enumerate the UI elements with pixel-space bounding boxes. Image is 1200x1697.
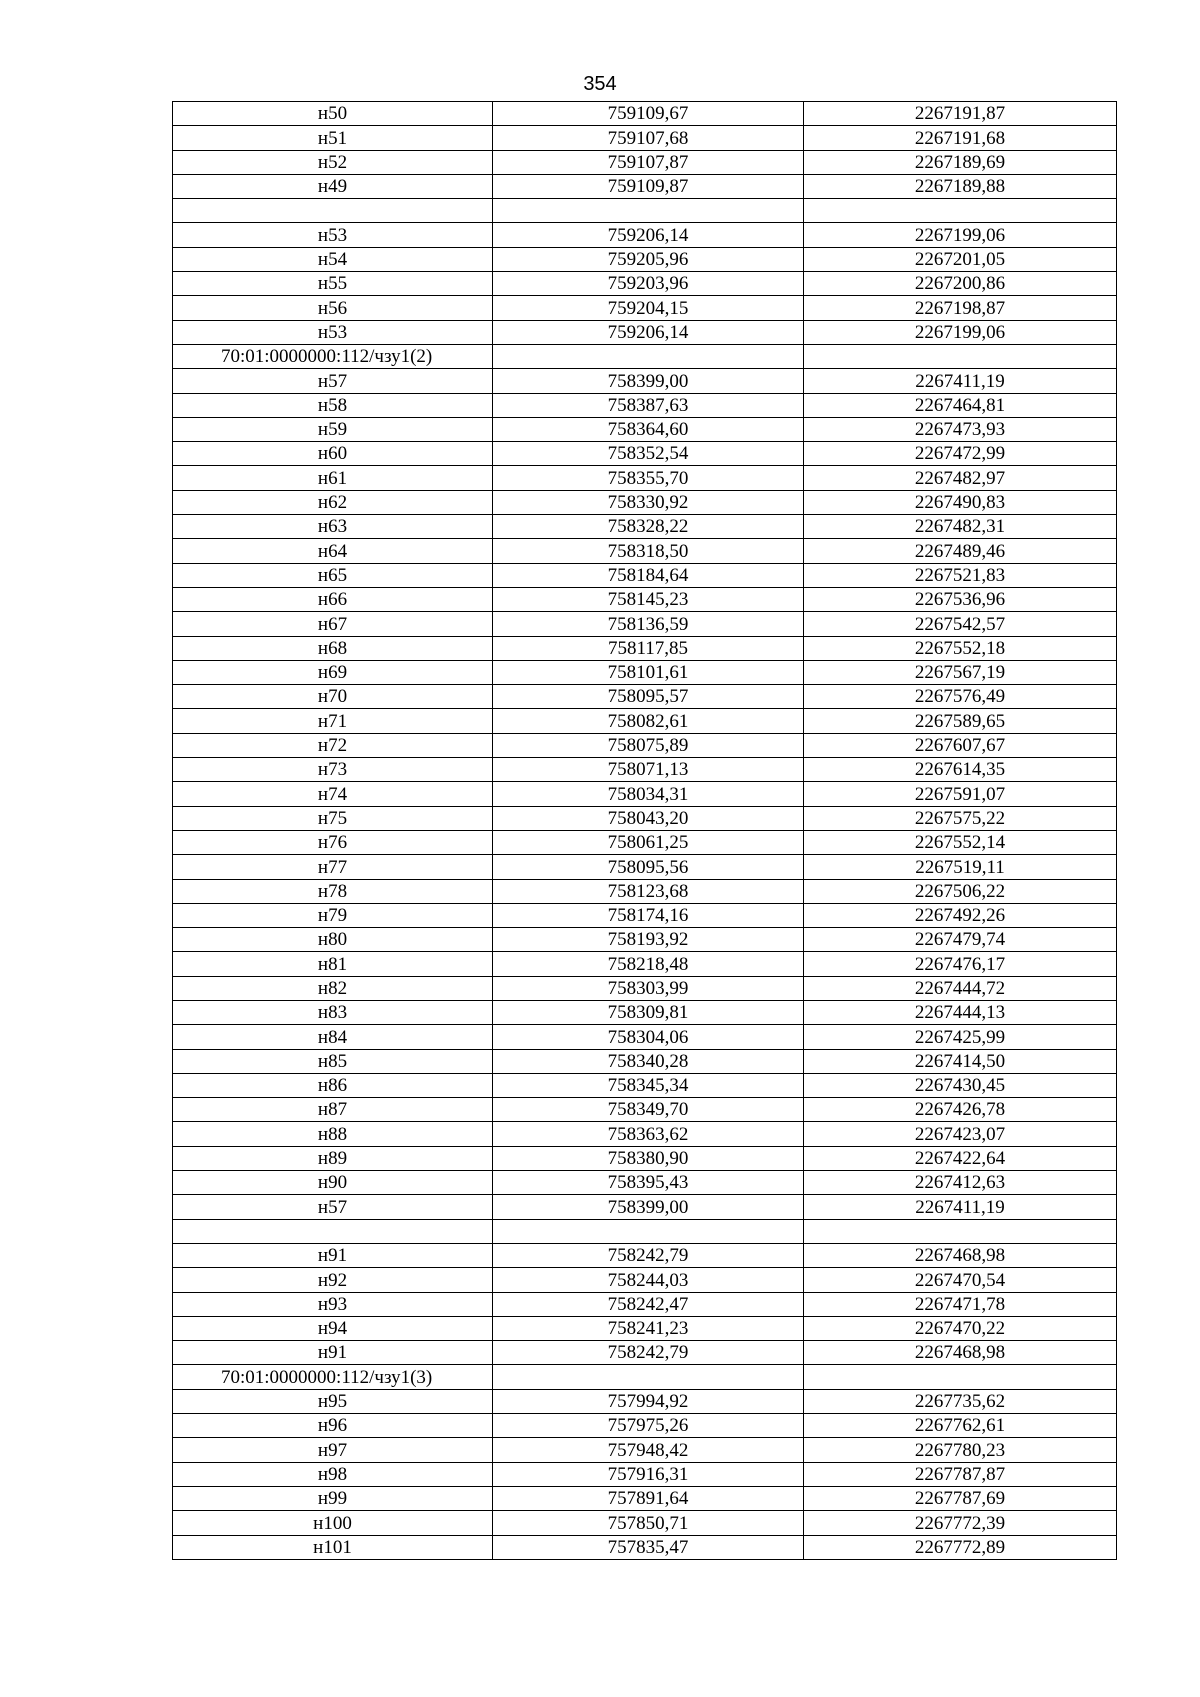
y-coordinate-cell: 2267191,68	[804, 126, 1117, 150]
point-name-cell: н95	[173, 1389, 493, 1413]
point-name-cell: н59	[173, 417, 493, 441]
x-coordinate-cell: 758303,99	[493, 976, 804, 1000]
point-name-cell: н51	[173, 126, 493, 150]
section-header-row	[173, 344, 1117, 368]
point-name-cell: н52	[173, 150, 493, 174]
x-coordinate-cell: 758136,59	[493, 612, 804, 636]
table-row	[173, 830, 1117, 854]
table-row	[173, 247, 1117, 271]
y-coordinate-cell: 2267506,22	[804, 879, 1117, 903]
x-coordinate-cell	[493, 1365, 804, 1389]
table-row	[173, 272, 1117, 296]
point-name-cell: н57	[173, 369, 493, 393]
y-coordinate-cell: 2267542,57	[804, 612, 1117, 636]
x-coordinate-cell: 758075,89	[493, 733, 804, 757]
x-coordinate-cell: 758345,34	[493, 1073, 804, 1097]
x-coordinate-cell: 759109,87	[493, 174, 804, 198]
point-name-cell: н84	[173, 1025, 493, 1049]
x-coordinate-cell: 758117,85	[493, 636, 804, 660]
point-name-cell: н53	[173, 320, 493, 344]
point-name-cell: н61	[173, 466, 493, 490]
y-coordinate-cell: 2267591,07	[804, 782, 1117, 806]
y-coordinate-cell: 2267189,69	[804, 150, 1117, 174]
x-coordinate-cell: 758399,00	[493, 369, 804, 393]
table-row	[173, 782, 1117, 806]
x-coordinate-cell: 758095,56	[493, 855, 804, 879]
y-coordinate-cell: 2267468,98	[804, 1243, 1117, 1267]
point-name-cell: н79	[173, 903, 493, 927]
table-row	[173, 612, 1117, 636]
x-coordinate-cell: 758380,90	[493, 1146, 804, 1170]
point-name-cell: н55	[173, 272, 493, 296]
table-row	[173, 636, 1117, 660]
table-row	[173, 758, 1117, 782]
table-row	[173, 1000, 1117, 1024]
table-row	[173, 1268, 1117, 1292]
table-row	[173, 1535, 1117, 1559]
point-name-cell: н58	[173, 393, 493, 417]
table-row	[173, 1049, 1117, 1073]
y-coordinate-cell: 2267607,67	[804, 733, 1117, 757]
point-name-cell: н83	[173, 1000, 493, 1024]
y-coordinate-cell: 2267780,23	[804, 1438, 1117, 1462]
y-coordinate-cell: 2267198,87	[804, 296, 1117, 320]
point-name-cell: н68	[173, 636, 493, 660]
y-coordinate-cell: 2267482,31	[804, 515, 1117, 539]
x-coordinate-cell: 758082,61	[493, 709, 804, 733]
point-name-cell: н74	[173, 782, 493, 806]
y-coordinate-cell: 2267567,19	[804, 660, 1117, 684]
x-coordinate-cell: 759205,96	[493, 247, 804, 271]
table-row	[173, 126, 1117, 150]
y-coordinate-cell	[804, 199, 1117, 223]
x-coordinate-cell: 758242,79	[493, 1243, 804, 1267]
y-coordinate-cell: 2267200,86	[804, 272, 1117, 296]
x-coordinate-cell: 759107,68	[493, 126, 804, 150]
y-coordinate-cell	[804, 344, 1117, 368]
y-coordinate-cell: 2267470,54	[804, 1268, 1117, 1292]
y-coordinate-cell: 2267201,05	[804, 247, 1117, 271]
table-row	[173, 1073, 1117, 1097]
table-row	[173, 1122, 1117, 1146]
y-coordinate-cell: 2267735,62	[804, 1389, 1117, 1413]
table-row	[173, 1341, 1117, 1365]
x-coordinate-cell: 758355,70	[493, 466, 804, 490]
x-coordinate-cell: 759204,15	[493, 296, 804, 320]
table-row	[173, 150, 1117, 174]
y-coordinate-cell: 2267490,83	[804, 490, 1117, 514]
x-coordinate-cell: 758095,57	[493, 685, 804, 709]
table-row	[173, 1316, 1117, 1340]
y-coordinate-cell: 2267473,93	[804, 417, 1117, 441]
table-row	[173, 1098, 1117, 1122]
table-row	[173, 1511, 1117, 1535]
x-coordinate-cell: 758349,70	[493, 1098, 804, 1122]
coordinates-table	[172, 101, 1117, 1560]
y-coordinate-cell: 2267430,45	[804, 1073, 1117, 1097]
point-name-cell: н87	[173, 1098, 493, 1122]
x-coordinate-cell: 758395,43	[493, 1171, 804, 1195]
y-coordinate-cell: 2267772,39	[804, 1511, 1117, 1535]
table-row	[173, 660, 1117, 684]
point-name-cell: н94	[173, 1316, 493, 1340]
point-name-cell: н97	[173, 1438, 493, 1462]
point-name-cell: н70	[173, 685, 493, 709]
x-coordinate-cell: 758101,61	[493, 660, 804, 684]
y-coordinate-cell: 2267411,19	[804, 1195, 1117, 1219]
y-coordinate-cell: 2267589,65	[804, 709, 1117, 733]
y-coordinate-cell: 2267468,98	[804, 1341, 1117, 1365]
y-coordinate-cell: 2267575,22	[804, 806, 1117, 830]
table-row	[173, 879, 1117, 903]
point-name-cell: н85	[173, 1049, 493, 1073]
point-name-cell: н71	[173, 709, 493, 733]
table-row	[173, 587, 1117, 611]
y-coordinate-cell: 2267412,63	[804, 1171, 1117, 1195]
point-name-cell: н63	[173, 515, 493, 539]
y-coordinate-cell: 2267482,97	[804, 466, 1117, 490]
x-coordinate-cell: 758241,23	[493, 1316, 804, 1340]
table-row	[173, 223, 1117, 247]
point-name-cell: н78	[173, 879, 493, 903]
x-coordinate-cell: 757948,42	[493, 1438, 804, 1462]
section-title: 70:01:0000000:112/чзу1(2)	[173, 344, 493, 368]
x-coordinate-cell	[493, 344, 804, 368]
y-coordinate-cell: 2267199,06	[804, 320, 1117, 344]
x-coordinate-cell: 758184,64	[493, 563, 804, 587]
x-coordinate-cell: 759107,87	[493, 150, 804, 174]
point-name-cell: н80	[173, 928, 493, 952]
point-name-cell: н93	[173, 1292, 493, 1316]
point-name-cell: н72	[173, 733, 493, 757]
y-coordinate-cell: 2267519,11	[804, 855, 1117, 879]
x-coordinate-cell: 758145,23	[493, 587, 804, 611]
point-name-cell: н92	[173, 1268, 493, 1292]
table-row	[173, 1025, 1117, 1049]
point-name-cell: н53	[173, 223, 493, 247]
y-coordinate-cell: 2267479,74	[804, 928, 1117, 952]
point-name-cell: н62	[173, 490, 493, 514]
x-coordinate-cell: 757835,47	[493, 1535, 804, 1559]
y-coordinate-cell: 2267576,49	[804, 685, 1117, 709]
x-coordinate-cell: 759203,96	[493, 272, 804, 296]
blank-row	[173, 199, 1117, 223]
x-coordinate-cell: 758242,79	[493, 1341, 804, 1365]
y-coordinate-cell	[804, 1219, 1117, 1243]
point-name-cell: н66	[173, 587, 493, 611]
y-coordinate-cell: 2267552,18	[804, 636, 1117, 660]
table-row	[173, 174, 1117, 198]
point-name-cell: н49	[173, 174, 493, 198]
point-name-cell: н100	[173, 1511, 493, 1535]
blank-row	[173, 1219, 1117, 1243]
table-row	[173, 539, 1117, 563]
point-name-cell	[173, 199, 493, 223]
y-coordinate-cell: 2267787,69	[804, 1486, 1117, 1510]
x-coordinate-cell: 757891,64	[493, 1486, 804, 1510]
y-coordinate-cell: 2267189,88	[804, 174, 1117, 198]
y-coordinate-cell: 2267536,96	[804, 587, 1117, 611]
x-coordinate-cell: 758330,92	[493, 490, 804, 514]
table-row	[173, 952, 1117, 976]
table-row	[173, 1146, 1117, 1170]
table-row	[173, 1292, 1117, 1316]
x-coordinate-cell	[493, 199, 804, 223]
point-name-cell: н101	[173, 1535, 493, 1559]
x-coordinate-cell: 758071,13	[493, 758, 804, 782]
point-name-cell: н64	[173, 539, 493, 563]
y-coordinate-cell: 2267422,64	[804, 1146, 1117, 1170]
y-coordinate-cell: 2267411,19	[804, 369, 1117, 393]
table-row	[173, 1462, 1117, 1486]
table-row	[173, 685, 1117, 709]
point-name-cell: н73	[173, 758, 493, 782]
table-row	[173, 1171, 1117, 1195]
point-name-cell: н90	[173, 1171, 493, 1195]
y-coordinate-cell: 2267191,87	[804, 102, 1117, 126]
y-coordinate-cell: 2267426,78	[804, 1098, 1117, 1122]
y-coordinate-cell: 2267787,87	[804, 1462, 1117, 1486]
table-row	[173, 296, 1117, 320]
y-coordinate-cell: 2267552,14	[804, 830, 1117, 854]
y-coordinate-cell: 2267414,50	[804, 1049, 1117, 1073]
x-coordinate-cell: 758304,06	[493, 1025, 804, 1049]
x-coordinate-cell: 759206,14	[493, 320, 804, 344]
x-coordinate-cell: 758363,62	[493, 1122, 804, 1146]
table-row	[173, 806, 1117, 830]
x-coordinate-cell: 759206,14	[493, 223, 804, 247]
section-title: 70:01:0000000:112/чзу1(3)	[173, 1365, 493, 1389]
x-coordinate-cell	[493, 1219, 804, 1243]
section-header-row	[173, 1365, 1117, 1389]
x-coordinate-cell: 757994,92	[493, 1389, 804, 1413]
table-row	[173, 320, 1117, 344]
y-coordinate-cell: 2267199,06	[804, 223, 1117, 247]
x-coordinate-cell: 758123,68	[493, 879, 804, 903]
point-name-cell: н96	[173, 1414, 493, 1438]
y-coordinate-cell: 2267471,78	[804, 1292, 1117, 1316]
y-coordinate-cell: 2267464,81	[804, 393, 1117, 417]
table-row	[173, 1195, 1117, 1219]
y-coordinate-cell: 2267492,26	[804, 903, 1117, 927]
x-coordinate-cell: 758340,28	[493, 1049, 804, 1073]
x-coordinate-cell: 758364,60	[493, 417, 804, 441]
x-coordinate-cell: 758309,81	[493, 1000, 804, 1024]
point-name-cell: н88	[173, 1122, 493, 1146]
point-name-cell: н65	[173, 563, 493, 587]
point-name-cell: н56	[173, 296, 493, 320]
table-row	[173, 1438, 1117, 1462]
point-name-cell: н77	[173, 855, 493, 879]
x-coordinate-cell: 758061,25	[493, 830, 804, 854]
point-name-cell: н75	[173, 806, 493, 830]
page-number: 354	[583, 73, 617, 95]
x-coordinate-cell: 757975,26	[493, 1414, 804, 1438]
table-row	[173, 1389, 1117, 1413]
x-coordinate-cell: 758328,22	[493, 515, 804, 539]
table-row	[173, 976, 1117, 1000]
point-name-cell	[173, 1219, 493, 1243]
point-name-cell: н89	[173, 1146, 493, 1170]
table-row	[173, 1414, 1117, 1438]
x-coordinate-cell: 758043,20	[493, 806, 804, 830]
x-coordinate-cell: 759109,67	[493, 102, 804, 126]
y-coordinate-cell: 2267772,89	[804, 1535, 1117, 1559]
y-coordinate-cell: 2267444,13	[804, 1000, 1117, 1024]
y-coordinate-cell: 2267425,99	[804, 1025, 1117, 1049]
table-row	[173, 855, 1117, 879]
table-row	[173, 903, 1117, 927]
table-row	[173, 466, 1117, 490]
y-coordinate-cell: 2267614,35	[804, 758, 1117, 782]
y-coordinate-cell: 2267444,72	[804, 976, 1117, 1000]
y-coordinate-cell: 2267489,46	[804, 539, 1117, 563]
y-coordinate-cell: 2267521,83	[804, 563, 1117, 587]
table-row	[173, 417, 1117, 441]
table-row	[173, 563, 1117, 587]
table-row	[173, 102, 1117, 126]
y-coordinate-cell: 2267470,22	[804, 1316, 1117, 1340]
table-row	[173, 369, 1117, 393]
table-row	[173, 709, 1117, 733]
x-coordinate-cell: 758174,16	[493, 903, 804, 927]
point-name-cell: н60	[173, 442, 493, 466]
point-name-cell: н91	[173, 1243, 493, 1267]
point-name-cell: н86	[173, 1073, 493, 1097]
point-name-cell: н54	[173, 247, 493, 271]
x-coordinate-cell: 758242,47	[493, 1292, 804, 1316]
y-coordinate-cell: 2267762,61	[804, 1414, 1117, 1438]
x-coordinate-cell: 758399,00	[493, 1195, 804, 1219]
point-name-cell: н57	[173, 1195, 493, 1219]
y-coordinate-cell: 2267472,99	[804, 442, 1117, 466]
table-row	[173, 928, 1117, 952]
point-name-cell: н98	[173, 1462, 493, 1486]
x-coordinate-cell: 758034,31	[493, 782, 804, 806]
x-coordinate-cell: 757916,31	[493, 1462, 804, 1486]
point-name-cell: н82	[173, 976, 493, 1000]
coordinates-table-body	[173, 102, 1117, 1560]
table-row	[173, 393, 1117, 417]
x-coordinate-cell: 758218,48	[493, 952, 804, 976]
x-coordinate-cell: 758318,50	[493, 539, 804, 563]
table-row	[173, 515, 1117, 539]
point-name-cell: н81	[173, 952, 493, 976]
y-coordinate-cell: 2267476,17	[804, 952, 1117, 976]
point-name-cell: н91	[173, 1341, 493, 1365]
point-name-cell: н99	[173, 1486, 493, 1510]
y-coordinate-cell	[804, 1365, 1117, 1389]
x-coordinate-cell: 758244,03	[493, 1268, 804, 1292]
table-row	[173, 733, 1117, 757]
x-coordinate-cell: 757850,71	[493, 1511, 804, 1535]
x-coordinate-cell: 758387,63	[493, 393, 804, 417]
table-row	[173, 1243, 1117, 1267]
point-name-cell: н67	[173, 612, 493, 636]
table-row	[173, 1486, 1117, 1510]
table-row	[173, 490, 1117, 514]
x-coordinate-cell: 758193,92	[493, 928, 804, 952]
table-row	[173, 442, 1117, 466]
point-name-cell: н69	[173, 660, 493, 684]
point-name-cell: н50	[173, 102, 493, 126]
point-name-cell: н76	[173, 830, 493, 854]
x-coordinate-cell: 758352,54	[493, 442, 804, 466]
y-coordinate-cell: 2267423,07	[804, 1122, 1117, 1146]
